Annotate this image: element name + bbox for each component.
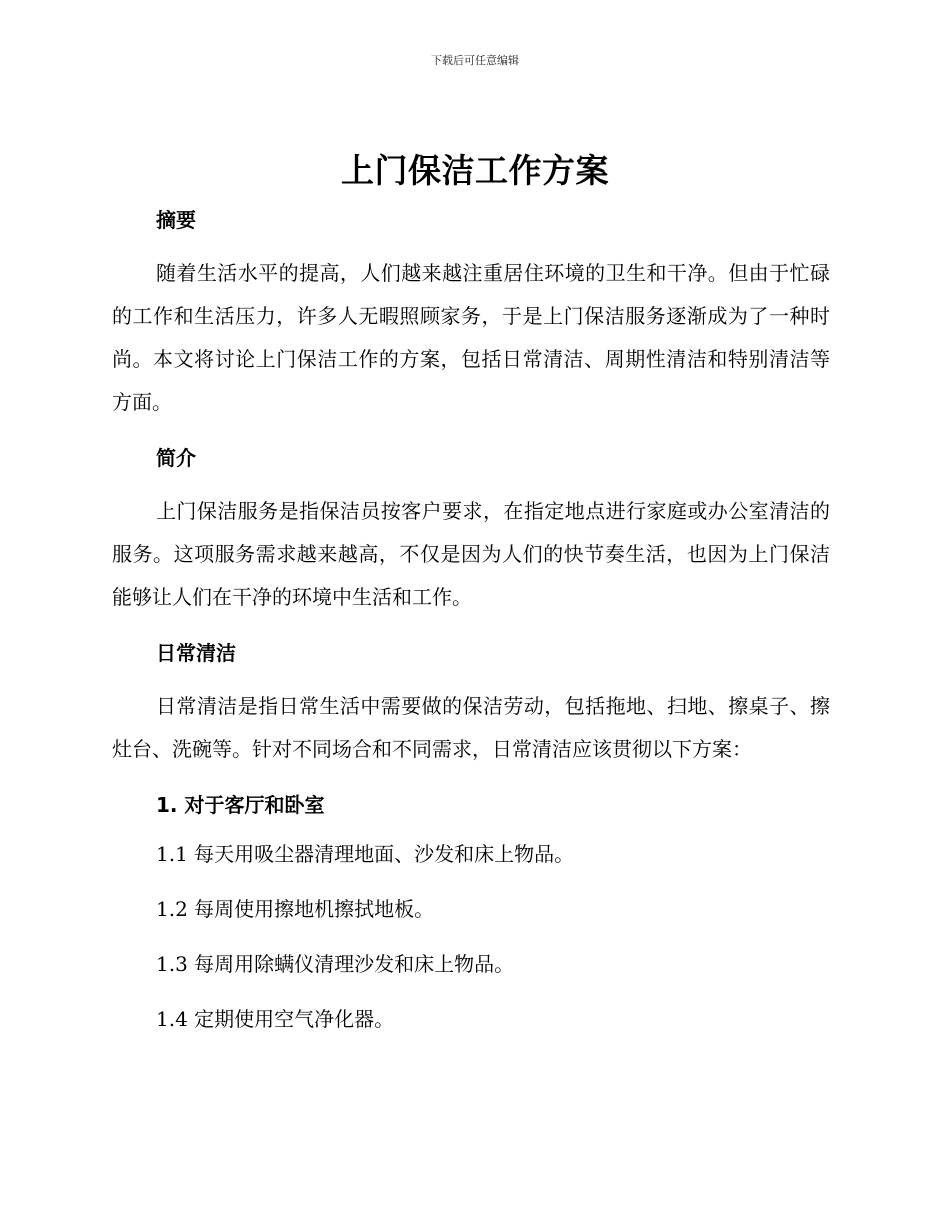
list-item: 1.2 每周使用擦地机擦拭地板。 (156, 897, 435, 921)
page-header-note: 下载后可任意编辑 (431, 54, 519, 67)
daily-cleaning-heading: 日常清洁 (156, 641, 236, 665)
list-item: 1.4 定期使用空气净化器。 (156, 1007, 395, 1031)
abstract-heading: 摘要 (156, 208, 196, 232)
living-bedroom-subheading: 1. 对于客厅和卧室 (156, 793, 325, 817)
document-body (112, 198, 830, 1047)
list-item: 1.3 每周用除螨仪清理沙发和床上物品。 (156, 952, 515, 976)
daily-cleaning-paragraph: 日常清洁是指日常生活中需要做的保洁劳动，包括拖地、扫地、擦桌子、擦灶台、洗碗等。针对不同场合和不同需求，日常清洁应该贯彻以下方案： (112, 694, 830, 761)
intro-paragraph: 上门保洁服务是指保洁员按客户要求，在指定地点进行家庭或办公室清洁的服务。这项服务需求越来越高，不仅是因为人们的快节奏生活，也因为上门保洁能够让人们在干净的环境中生活和工作。 (112, 499, 830, 609)
intro-heading: 简介 (156, 446, 196, 470)
abstract-paragraph: 随着生活水平的提高，人们越来越注重居住环境的卫生和干净。但由于忙碌的工作和生活压力，许多人无暇照顾家务，于是上门保洁服务逐渐成为了一种时尚。本文将讨论上门保洁工作的方案，包括日常清洁、周期性清洁和特别清洁等方面。 (112, 261, 830, 414)
list-item: 1.1 每天用吸尘器清理地面、沙发和床上物品。 (156, 842, 575, 866)
document-title: 上门保洁工作方案 (341, 151, 609, 190)
